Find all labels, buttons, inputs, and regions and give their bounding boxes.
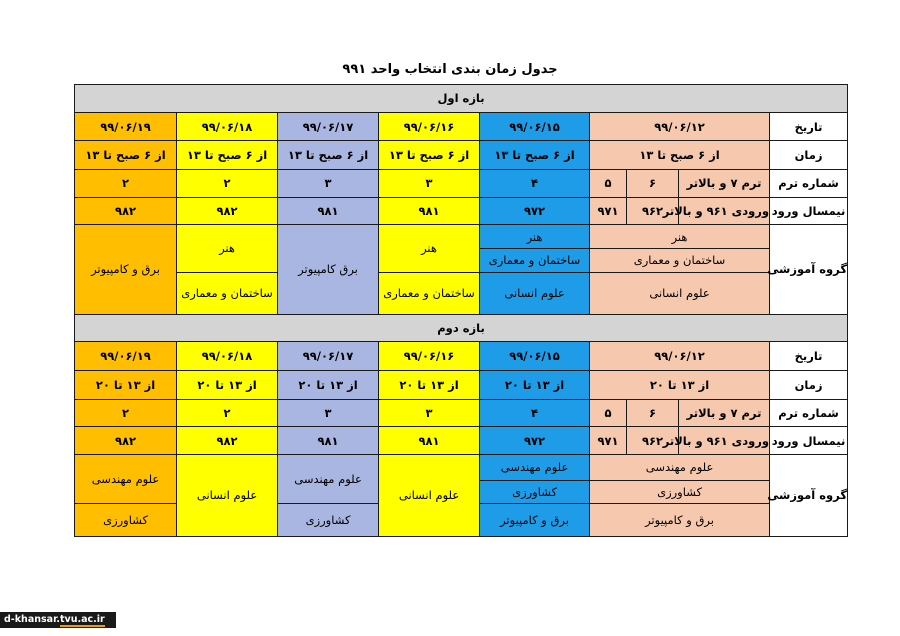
term-cell: ترم ۷ و بالاتر xyxy=(679,399,770,427)
group-cell: ساختمان و معماری xyxy=(590,248,770,272)
group-cell: علوم انسانی xyxy=(379,454,480,536)
term-cell: ۵ xyxy=(590,170,627,198)
entry-cell: ۹۸۱ xyxy=(379,197,480,225)
time-cell: از ۱۳ تا ۲۰ xyxy=(75,370,177,399)
date-label: تاریخ xyxy=(770,342,848,371)
group-cell: علوم مهندسی xyxy=(480,454,590,480)
date-cell: ۹۹/۰۶/۱۸ xyxy=(177,112,278,141)
entry-cell: ورودی ۹۶۱ و بالاتر xyxy=(679,427,770,455)
time-cell: از ۱۳ تا ۲۰ xyxy=(278,370,379,399)
term-cell: ۲ xyxy=(75,170,177,198)
footer-domain: tvu.ac.ir xyxy=(60,614,105,625)
entry-label: نیمسال ورود xyxy=(770,197,848,225)
entry-cell: ۹۶۲ xyxy=(627,427,679,455)
group-cell: کشاورزی xyxy=(480,480,590,504)
term-cell: ۵ xyxy=(590,399,627,427)
group-cell: ساختمان و معماری xyxy=(480,248,590,272)
time-cell: از ۶ صبح تا ۱۳ xyxy=(379,141,480,170)
group-cell: علوم انسانی xyxy=(177,454,278,536)
entry-cell: ۹۸۲ xyxy=(75,197,177,225)
date-cell: ۹۹/۰۶/۱۵ xyxy=(480,112,590,141)
term-cell: ۳ xyxy=(278,170,379,198)
group-cell: برق و کامپیوتر xyxy=(480,504,590,537)
date-cell: ۹۹/۰۶/۱۵ xyxy=(480,342,590,371)
entry-cell: ۹۸۲ xyxy=(177,427,278,455)
term-cell: ۲ xyxy=(75,399,177,427)
entry-cell: ورودی ۹۶۱ و بالاتر xyxy=(679,197,770,225)
entry-cell: ۹۸۱ xyxy=(379,427,480,455)
term-cell: ۳ xyxy=(379,170,480,198)
group-label: گروه آموزشی xyxy=(770,454,848,536)
term-cell: ترم ۷ و بالاتر xyxy=(679,170,770,198)
date-cell: ۹۹/۰۶/۱۸ xyxy=(177,342,278,371)
date-cell: ۹۹/۰۶/۱۹ xyxy=(75,342,177,371)
group-cell: کشاورزی xyxy=(278,504,379,537)
group-cell: برق و کامپیوتر xyxy=(590,504,770,537)
time-cell: از ۱۳ تا ۲۰ xyxy=(177,370,278,399)
group-cell: علوم انسانی xyxy=(480,272,590,314)
entry-cell: ۹۷۲ xyxy=(480,427,590,455)
group-label: گروه آموزشی xyxy=(770,225,848,314)
term-label: شماره ترم xyxy=(770,399,848,427)
period2-header: بازه دوم xyxy=(75,314,848,342)
group-cell: هنر xyxy=(379,225,480,272)
term-cell: ۶ xyxy=(627,399,679,427)
group-cell: ساختمان و معماری xyxy=(379,272,480,314)
date-cell: ۹۹/۰۶/۱۷ xyxy=(278,112,379,141)
time-cell: از ۱۳ تا ۲۰ xyxy=(590,370,770,399)
date-cell: ۹۹/۰۶/۱۷ xyxy=(278,342,379,371)
time-cell: از ۶ صبح تا ۱۳ xyxy=(278,141,379,170)
time-cell: از ۱۳ تا ۲۰ xyxy=(379,370,480,399)
group-cell: هنر xyxy=(480,225,590,249)
group-cell: ساختمان و معماری xyxy=(177,272,278,314)
term-cell: ۳ xyxy=(379,399,480,427)
date-label: تاریخ xyxy=(770,112,848,141)
period1-header: بازه اول xyxy=(75,85,848,113)
entry-label: نیمسال ورود xyxy=(770,427,848,455)
time-cell: از ۶ صبح تا ۱۳ xyxy=(590,141,770,170)
term-cell: ۴ xyxy=(480,399,590,427)
entry-cell: ۹۷۱ xyxy=(590,427,627,455)
time-cell: از ۱۳ تا ۲۰ xyxy=(480,370,590,399)
date-cell: ۹۹/۰۶/۱۲ xyxy=(590,342,770,371)
date-cell: ۹۹/۰۶/۱۲ xyxy=(590,112,770,141)
term-cell: ۴ xyxy=(480,170,590,198)
group-cell: هنر xyxy=(177,225,278,272)
group-cell: علوم مهندسی xyxy=(278,454,379,503)
entry-cell: ۹۸۱ xyxy=(278,427,379,455)
time-cell: از ۶ صبح تا ۱۳ xyxy=(177,141,278,170)
time-label: زمان xyxy=(770,141,848,170)
time-cell: از ۶ صبح تا ۱۳ xyxy=(75,141,177,170)
group-cell: کشاورزی xyxy=(75,504,177,537)
time-cell: از ۶ صبح تا ۱۳ xyxy=(480,141,590,170)
term-cell: ۲ xyxy=(177,170,278,198)
term-cell: ۳ xyxy=(278,399,379,427)
time-label: زمان xyxy=(770,370,848,399)
entry-cell: ۹۸۲ xyxy=(177,197,278,225)
page-title: جدول زمان بندی انتخاب واحد ۹۹۱ xyxy=(342,62,558,77)
group-cell: علوم مهندسی xyxy=(75,454,177,503)
group-cell: علوم مهندسی xyxy=(590,454,770,480)
term-cell: ۲ xyxy=(177,399,278,427)
group-cell: برق کامپیوتر xyxy=(278,225,379,314)
term-cell: ۶ xyxy=(627,170,679,198)
schedule-table xyxy=(74,84,848,537)
entry-cell: ۹۸۱ xyxy=(278,197,379,225)
group-cell: کشاورزی xyxy=(590,480,770,504)
entry-cell: ۹۸۲ xyxy=(75,427,177,455)
entry-cell: ۹۷۲ xyxy=(480,197,590,225)
footer-watermark xyxy=(0,612,116,628)
group-cell: برق و کامپیوتر xyxy=(75,225,177,314)
term-label: شماره ترم xyxy=(770,170,848,198)
entry-cell: ۹۷۱ xyxy=(590,197,627,225)
entry-cell: ۹۶۲ xyxy=(627,197,679,225)
group-cell: علوم انسانی xyxy=(590,272,770,314)
date-cell: ۹۹/۰۶/۱۹ xyxy=(75,112,177,141)
date-cell: ۹۹/۰۶/۱۶ xyxy=(379,342,480,371)
date-cell: ۹۹/۰۶/۱۶ xyxy=(379,112,480,141)
group-cell: هنر xyxy=(590,225,770,249)
footer-prefix: d-khansar. xyxy=(4,614,61,625)
